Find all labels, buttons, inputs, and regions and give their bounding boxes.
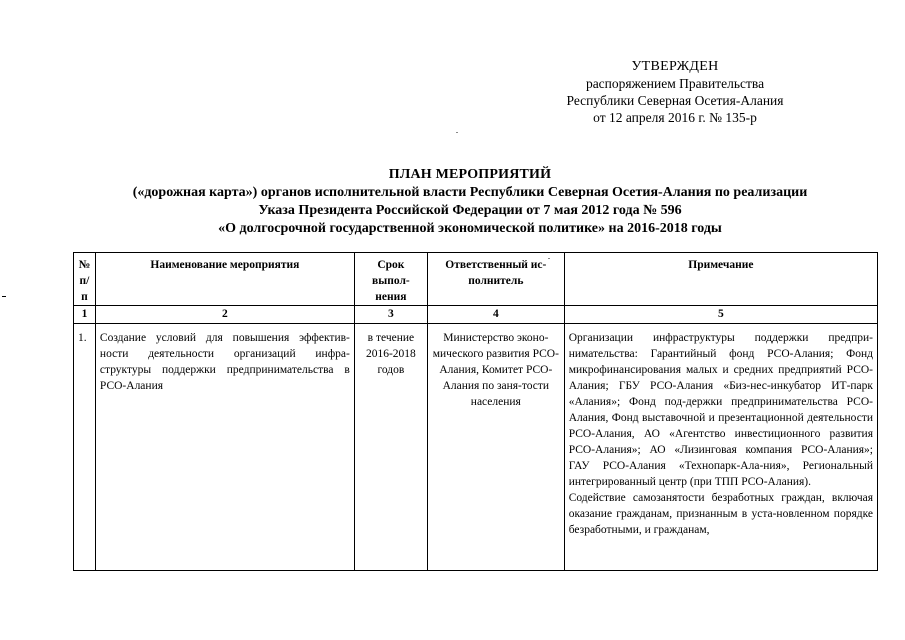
header-note: Примечание (564, 253, 877, 306)
header-number: № п/п (74, 253, 96, 306)
scan-speck (548, 258, 550, 259)
approval-line-3: от 12 апреля 2016 г. № 135-р (593, 110, 757, 125)
document-subtitle-line-2: Указа Президента Российской Федерации от 7 мая 2012 года № 596 (258, 203, 682, 218)
approval-line-2: Республики Северная Осетия-Алания (566, 93, 784, 108)
approved-label: УТВЕРЖДЕН (631, 59, 719, 74)
column-number: 2 (95, 306, 354, 324)
column-numbers-row (74, 306, 878, 324)
column-number: 4 (427, 306, 564, 324)
header-term: Срок выпол- нения (354, 253, 427, 306)
activity-responsible: Министерство эконо-мического развития РСО-Алания, Комитет РСО-Алания по заня-тости населения (427, 324, 564, 571)
activity-term: в течение 2016-2018 годов (354, 324, 427, 571)
row-number: 1. (74, 324, 96, 571)
header-responsible: Ответственный ис- полнитель (427, 253, 564, 306)
column-number: 5 (564, 306, 877, 324)
document-title-block (60, 166, 880, 238)
document-title: ПЛАН МЕРОПРИЯТИЙ (388, 167, 552, 182)
header-name: Наименование мероприятия (95, 253, 354, 306)
activity-note (564, 324, 877, 571)
note-paragraph: Содействие самозанятости безработных граждан, включая оказание гражданам, признанным в уста-новленном порядке безработными, и гражданам, (568, 492, 873, 536)
document-subtitle-line-3: «О долгосрочной государственной экономической политике» на 2016-2018 годы (218, 221, 722, 236)
column-number: 1 (74, 306, 96, 324)
margin-mark (2, 296, 6, 297)
activity-name: Создание условий для повышения эффектив-ности деятельности организаций инфра-структуры поддержки предпринимательства в РСО-Алания (95, 324, 354, 571)
note-paragraph: Организации инфраструктуры поддержки предпри-нимательства: Гарантийный фонд РСО-Алания; Фонд микрофинансирования малых и средних предприятий РСО-Алания; ГБУ РСО-Алания «Биз-нес-инкубатор ИТ-парк «Алания»; Фонд под-держки предпринимательства РСО-Алания, Фонд выставочной и презентационной деятельности РСО-Алания, АО «Агентство инвестиционного развития РСО-Алания»; АО «Лизинговая компания РСО-Алания»; ГАУ РСО-Алания «Технопарк-Ала-ния», Региональный интегрированный центр (при ТПП РСО-Алания). (568, 332, 873, 488)
approval-block (545, 58, 805, 126)
column-number: 3 (354, 306, 427, 324)
approval-line-1: распоряжением Правительства (585, 76, 765, 91)
table-header-row (74, 253, 878, 306)
plan-table (73, 252, 878, 571)
table-row (74, 324, 878, 571)
scan-speck (456, 132, 458, 133)
document-subtitle-line-1: («дорожная карта») органов исполнительной власти Республики Северная Осетия-Алания по реализации (132, 185, 808, 200)
